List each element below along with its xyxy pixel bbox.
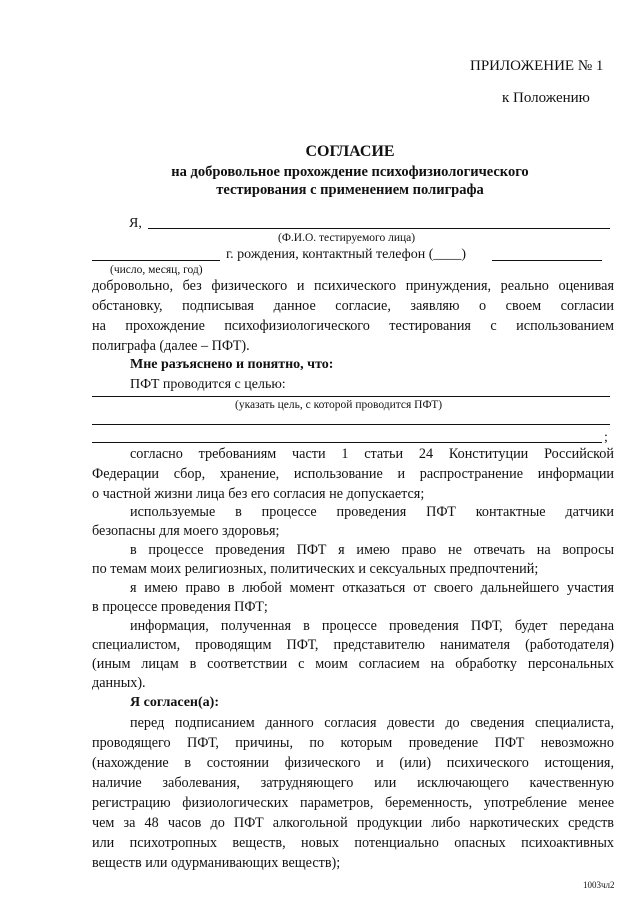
p7-line-2: проводящего ПФТ, причины, по которым проведение ПФТ невозможно [92, 735, 614, 751]
goal-line-1 [92, 396, 610, 397]
phone-line [492, 260, 602, 261]
goal-line-2 [92, 424, 610, 425]
p2-line-2: Федерации сбор, хранение, использование и распространение информации [92, 466, 614, 482]
p6-line-1: информация, полученная в процессе проведения ПФТ, будет передана [130, 618, 614, 634]
document-subtitle-1: на добровольное прохождение психофизиологического [171, 164, 529, 180]
fio-line [148, 228, 610, 229]
explained-heading: Мне разъяснено и понятно, что: [130, 357, 334, 372]
document-title: СОГЛАСИЕ [305, 143, 395, 160]
p6-line-4: данных). [92, 675, 146, 691]
agree-heading: Я согласен(а): [130, 695, 219, 710]
p7-line-4: наличие заболевания, затрудняющего или исключающего качественную [92, 775, 614, 791]
footer-code: 1003чл2 [583, 880, 615, 890]
p1-line-4: полиграфа (далее – ПФТ). [92, 338, 250, 354]
p2-line-1: согласно требованиям части 1 статьи 24 Конституции Российской [130, 446, 614, 462]
p7-line-7: или психотропных веществ, новых потенциально опасных психоактивных [92, 835, 614, 851]
fio-hint: (Ф.И.О. тестируемого лица) [278, 232, 416, 244]
p3-line-2: безопасны для моего здоровья; [92, 523, 280, 539]
date-hint: (число, месяц, год) [110, 264, 203, 276]
p7-line-8: веществ или одурманивающих веществ); [92, 855, 341, 871]
goal-hint: (указать цель, с которой проводится ПФТ) [235, 399, 443, 411]
p7-line-5: регистрацию физиологических параметров, беременность, употребление менее [92, 795, 614, 811]
goal-semicolon: ; [604, 430, 608, 445]
p5-line-1: я имею право в любой момент отказаться от своего дальнейшего участия [130, 580, 614, 596]
p1-line-3: на прохождение психофизиологического тестирования с использованием [92, 318, 614, 334]
birth-phone-label: г. рождения, контактный телефон (____) [226, 247, 467, 262]
regulation-label: к Положению [502, 90, 590, 106]
p6-line-2: специалистом, проводящим ПФТ, представителю нанимателя (работодателя) [92, 637, 614, 653]
p5-line-2: в процессе проведения ПФТ; [92, 599, 268, 615]
goal-label: ПФТ проводится с целью: [130, 377, 286, 392]
p7-line-3: (нахождение в состоянии физического и (или) психического истощения, [92, 755, 614, 771]
p4-line-1: в процессе проведения ПФТ я имею право не отвечать на вопросы [130, 542, 614, 558]
i-label: Я, [129, 216, 142, 231]
p4-line-2: по темам моих религиозных, политических и сексуальных предпочтений; [92, 561, 539, 577]
p3-line-1: используемые в процессе проведения ПФТ контактные датчики [130, 504, 614, 520]
p7-line-6: чем за 48 часов до ПФТ алкогольной продукции либо наркотических средств [92, 815, 614, 831]
p7-line-1: перед подписанием данного согласия довести до сведения специалиста, [130, 715, 614, 731]
p2-line-3: о частной жизни лица без его согласия не допускается; [92, 486, 425, 502]
appendix-label: ПРИЛОЖЕНИЕ № 1 [470, 58, 604, 74]
p1-line-2: обстановку, подписывая данное согласие, заявляю о своем согласии [92, 298, 614, 314]
goal-line-3 [92, 442, 602, 443]
birth-date-line [92, 260, 220, 261]
p6-line-3: (иным лицам в соответствии с моим согласием на обработку персональных [92, 656, 614, 672]
document-subtitle-2: тестирования с применением полиграфа [216, 182, 484, 198]
p1-line-1: добровольно, без физического и психического принуждения, реально оценивая [92, 278, 614, 294]
